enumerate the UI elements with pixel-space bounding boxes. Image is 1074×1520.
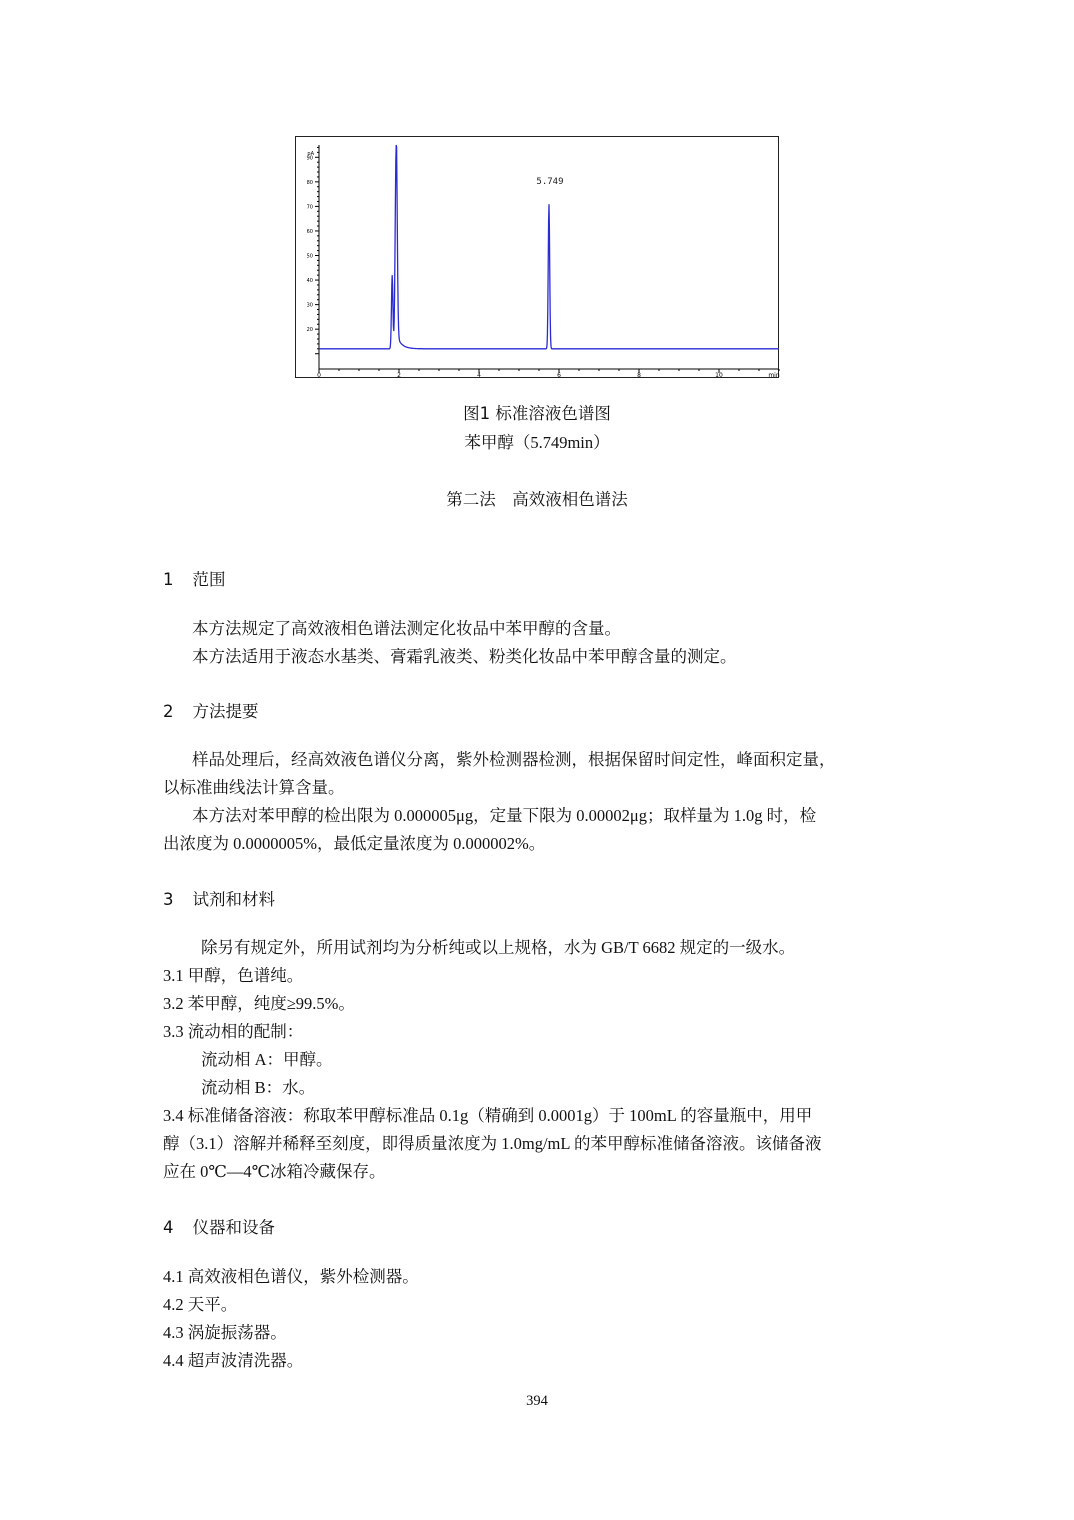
x-tick-label: 8 <box>637 372 641 379</box>
paragraph: 样品处理后，经高效液色谱仪分离，紫外检测器检测，根据保留时间定性，峰面积定量， <box>192 750 836 769</box>
paragraph: 本方法规定了高效液相色谱法测定化妆品中苯甲醇的含量。 <box>192 619 621 638</box>
paragraph: 醇（3.1）溶解并稀释至刻度，即得质量浓度为 1.0mg/mL 的苯甲醇标准储备溶液。该储备液 <box>163 1134 822 1153</box>
section-title: 方法提要 <box>192 702 259 721</box>
section-heading-4 <box>163 1214 275 1238</box>
list-item: 4.4 超声波清洗器。 <box>163 1351 304 1370</box>
y-tick-label: 30 <box>306 302 313 309</box>
section-number: 1 <box>163 570 174 589</box>
paragraph: 以标准曲线法计算含量。 <box>163 778 345 797</box>
section-number: 3 <box>163 890 174 909</box>
section-heading-2 <box>163 698 259 722</box>
y-tick-label: 60 <box>306 228 313 235</box>
section-title: 试剂和材料 <box>192 890 275 909</box>
y-axis-label: pA <box>307 151 314 157</box>
figure-subcaption: 苯甲醇（5.749min） <box>464 433 610 452</box>
list-item: 3.2 苯甲醇，纯度≥99.5%。 <box>163 994 355 1013</box>
list-item: 4.2 天平。 <box>163 1295 238 1314</box>
x-tick-label: 6 <box>557 372 561 379</box>
y-tick-label: 50 <box>306 253 313 260</box>
list-item: 3.1 甲醇，色谱纯。 <box>163 966 304 985</box>
x-axis-label: min <box>768 372 780 379</box>
section-number: 4 <box>163 1218 174 1237</box>
y-tick-label: 40 <box>306 278 313 285</box>
paragraph: 除另有规定外，所用试剂均为分析纯或以上规格，水为 GB/T 6682 规定的一级水。 <box>201 938 796 957</box>
x-tick-label: 2 <box>397 372 401 379</box>
x-tick-label: 0 <box>317 372 321 379</box>
y-tick-label: 70 <box>306 204 313 211</box>
section-title: 范围 <box>192 570 226 589</box>
method-title: 第二法 高效液相色谱法 <box>446 490 628 509</box>
chromatogram-chart <box>295 136 779 378</box>
list-item: 4.1 高效液相色谱仪，紫外检测器。 <box>163 1267 419 1286</box>
chromatogram-trace <box>319 145 779 349</box>
list-item: 流动相 B：水。 <box>201 1078 316 1097</box>
list-item: 3.4 标准储备溶液：称取苯甲醇标准品 0.1g（精确到 0.0001g）于 100mL 的容量瓶中，用甲 <box>163 1106 813 1125</box>
list-item: 3.3 流动相的配制： <box>163 1022 304 1041</box>
y-tick-label: 90 <box>306 155 313 162</box>
y-tick-label: 20 <box>306 327 313 334</box>
section-title: 仪器和设备 <box>192 1218 275 1237</box>
chart-canvas <box>296 137 780 379</box>
list-item: 流动相 A：甲醇。 <box>201 1050 333 1069</box>
paragraph: 出浓度为 0.0000005%，最低定量浓度为 0.000002%。 <box>163 834 546 853</box>
peak-label: 5.749 <box>536 176 564 187</box>
paragraph: 本方法对苯甲醇的检出限为 0.000005μg，定量下限为 0.00002μg；取样量为 1.0g 时，检 <box>192 806 817 825</box>
section-number: 2 <box>163 702 174 721</box>
list-item: 4.3 涡旋振荡器。 <box>163 1323 287 1342</box>
paragraph: 应在 0℃—4℃冰箱冷藏保存。 <box>163 1162 386 1181</box>
x-tick-label: 10 <box>715 372 723 379</box>
section-heading-1 <box>163 566 226 590</box>
page-number: 394 <box>526 1393 548 1409</box>
y-tick-label: 80 <box>306 179 313 186</box>
figure-caption: 图1 标准溶液色谱图 <box>463 404 611 423</box>
section-heading-3 <box>163 886 275 910</box>
x-tick-label: 4 <box>477 372 481 379</box>
paragraph: 本方法适用于液态水基类、膏霜乳液类、粉类化妆品中苯甲醇含量的测定。 <box>192 647 737 666</box>
